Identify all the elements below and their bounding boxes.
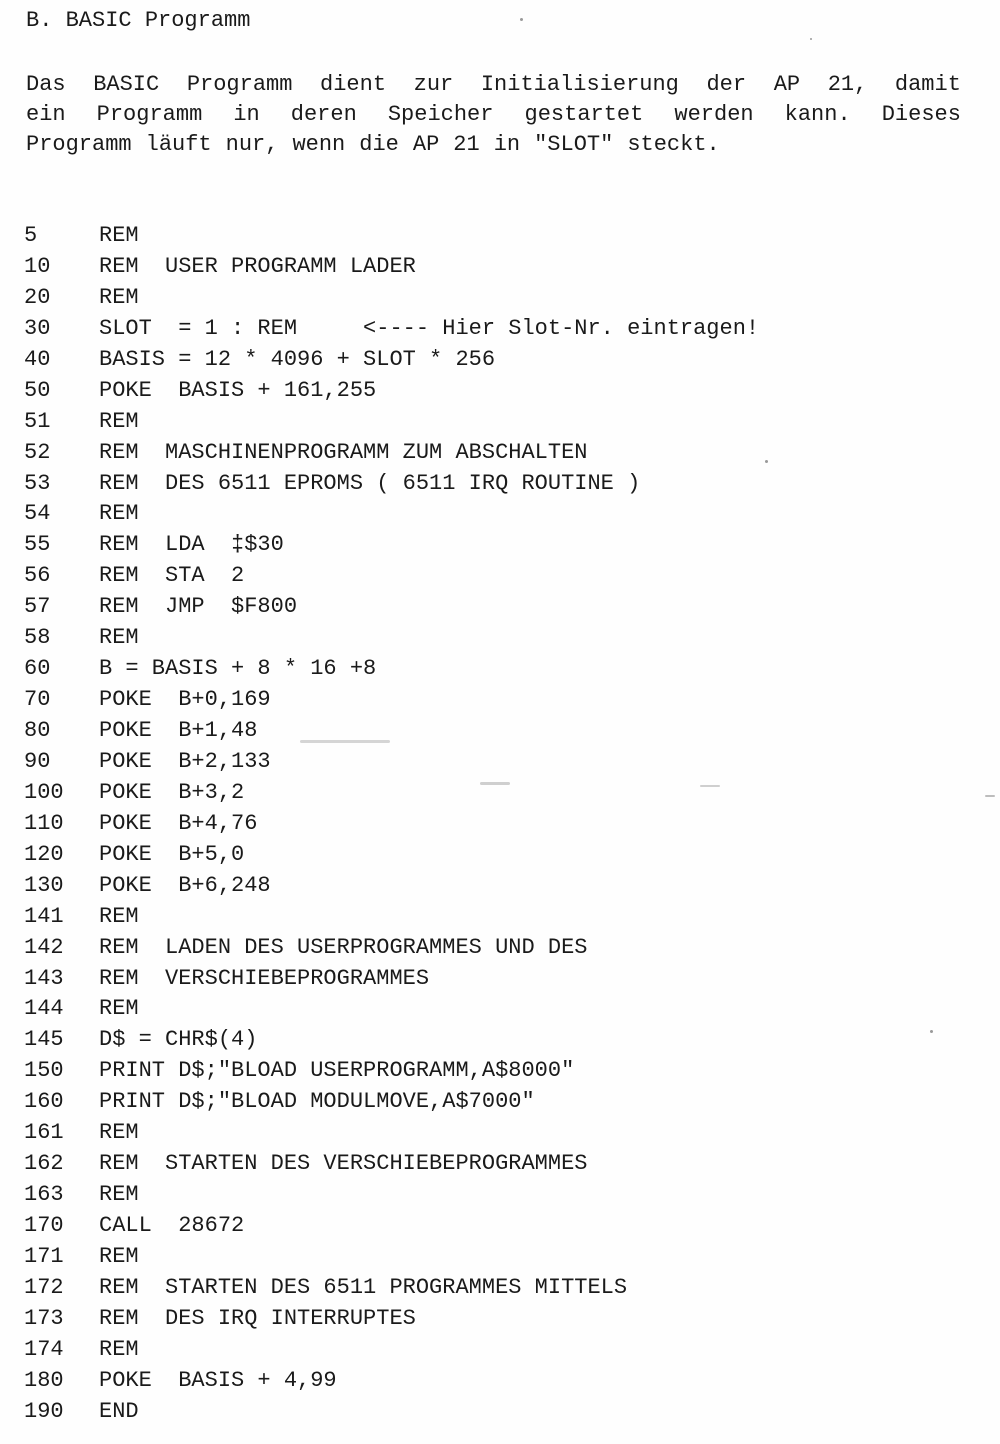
code-line <box>24 1335 759 1366</box>
code-line <box>24 1211 759 1242</box>
line-number: 70 <box>24 687 51 713</box>
line-number: 5 <box>24 223 38 248</box>
scan-speck <box>520 18 523 21</box>
line-code: REM <box>99 501 139 527</box>
code-line <box>24 1149 759 1180</box>
line-number: 170 <box>24 1213 64 1238</box>
line-code: POKE BASIS + 161,255 <box>99 377 377 403</box>
scan-speck <box>810 38 812 40</box>
line-number: 90 <box>24 748 51 774</box>
line-code: REM DES 6511 EPROMS ( 6511 IRQ ROUTINE ) <box>99 470 641 496</box>
code-line <box>24 994 759 1025</box>
line-number: 54 <box>24 501 51 527</box>
code-line <box>24 778 759 809</box>
basic-listing <box>24 221 759 1428</box>
line-number: 190 <box>24 1398 64 1424</box>
line-number: 163 <box>24 1182 64 1208</box>
line-number: 57 <box>24 594 51 620</box>
line-code: POKE B+1,48 <box>99 718 258 743</box>
line-number: 40 <box>24 346 51 372</box>
line-code: END <box>99 1398 139 1424</box>
line-code: REM VERSCHIEBEPROGRAMMES <box>99 965 430 991</box>
line-number: 53 <box>24 470 51 496</box>
line-code: REM LADEN DES USERPROGRAMMES UND DES <box>99 934 588 960</box>
line-number: 55 <box>24 532 51 558</box>
code-line <box>24 1180 759 1211</box>
line-code: REM <box>99 1182 139 1208</box>
code-line <box>24 438 759 469</box>
line-number: 160 <box>24 1089 64 1115</box>
line-code: PRINT D$;"BLOAD USERPROGRAMM,A$8000" <box>99 1058 575 1084</box>
line-number: 120 <box>24 841 64 867</box>
code-line <box>24 283 759 314</box>
line-number: 142 <box>24 934 64 960</box>
code-line <box>24 1242 759 1273</box>
line-code: POKE BASIS + 4,99 <box>99 1367 337 1393</box>
code-line <box>24 499 759 530</box>
line-code: B = BASIS + 8 * 16 +8 <box>99 656 377 682</box>
code-line <box>24 716 759 747</box>
line-code: REM <box>99 625 139 651</box>
code-line <box>24 685 759 716</box>
line-code: SLOT = 1 : REM <---- Hier Slot-Nr. eintragen! <box>99 315 760 341</box>
line-code: REM <box>99 996 139 1022</box>
code-line <box>24 840 759 871</box>
intro-line: Programm läuft nur, wenn die AP 21 in "SLOT" steckt. <box>26 132 720 157</box>
scan-speck <box>300 740 390 743</box>
code-line <box>24 871 759 902</box>
code-line <box>24 933 759 964</box>
line-code: REM JMP $F800 <box>99 594 298 620</box>
line-number: 60 <box>24 656 51 682</box>
code-line <box>24 1056 759 1087</box>
code-line <box>24 1087 759 1118</box>
code-line <box>24 561 759 592</box>
code-line <box>24 469 759 500</box>
line-code: REM DES IRQ INTERRUPTES <box>99 1305 416 1331</box>
scan-speck <box>985 795 995 797</box>
line-number: 172 <box>24 1274 64 1300</box>
line-number: 52 <box>24 439 51 465</box>
line-number: 162 <box>24 1151 64 1177</box>
line-code: REM MASCHINENPROGRAMM ZUM ABSCHALTEN <box>99 439 588 465</box>
code-line <box>24 623 759 654</box>
line-code: POKE B+0,169 <box>99 687 271 713</box>
line-number: 150 <box>24 1058 64 1084</box>
code-line <box>24 221 759 252</box>
line-number: 80 <box>24 718 51 743</box>
code-line <box>24 407 759 438</box>
scan-speck <box>700 785 720 787</box>
line-code: PRINT D$;"BLOAD MODULMOVE,A$7000" <box>99 1089 535 1115</box>
code-line <box>24 1025 759 1056</box>
line-number: 161 <box>24 1120 64 1146</box>
line-code: REM STARTEN DES VERSCHIEBEPROGRAMMES <box>99 1151 588 1177</box>
line-number: 144 <box>24 996 64 1022</box>
line-number: 10 <box>24 253 51 279</box>
line-number: 130 <box>24 872 64 898</box>
line-number: 50 <box>24 377 51 403</box>
line-number: 100 <box>24 779 64 805</box>
line-code: REM STARTEN DES 6511 PROGRAMMES MITTELS <box>99 1274 628 1300</box>
line-number: 51 <box>24 408 51 434</box>
code-line <box>24 1304 759 1335</box>
line-code: POKE B+6,248 <box>99 872 271 898</box>
line-number: 30 <box>24 315 51 341</box>
code-line <box>24 654 759 685</box>
line-code: REM <box>99 284 139 310</box>
code-line <box>24 1366 759 1397</box>
line-number: 20 <box>24 284 51 310</box>
intro-paragraph <box>26 70 961 160</box>
line-code: REM <box>99 1243 139 1269</box>
line-code: REM LDA ‡$30 <box>99 532 284 558</box>
scan-speck <box>930 1030 933 1033</box>
code-line <box>24 592 759 623</box>
scan-speck <box>480 782 510 785</box>
code-line <box>24 902 759 933</box>
code-line <box>24 376 759 407</box>
line-number: 174 <box>24 1336 64 1362</box>
code-line <box>24 747 759 778</box>
intro-line: Das BASIC Programm dient zur Initialisierung der AP 21, damit <box>26 72 961 97</box>
line-code: POKE B+4,76 <box>99 810 258 836</box>
line-code: REM <box>99 903 139 929</box>
code-line <box>24 345 759 376</box>
line-code: BASIS = 12 * 4096 + SLOT * 256 <box>99 346 496 372</box>
line-code: REM <box>99 408 139 434</box>
line-number: 143 <box>24 965 64 991</box>
line-code: REM USER PROGRAMM LADER <box>99 253 416 279</box>
line-number: 58 <box>24 625 51 651</box>
code-line <box>24 809 759 840</box>
line-number: 141 <box>24 903 64 929</box>
intro-line: ein Programm in deren Speicher gestartet werden kann. Dieses <box>26 102 961 127</box>
line-code: POKE B+3,2 <box>99 779 245 805</box>
line-code: REM STA 2 <box>99 563 245 589</box>
line-number: 171 <box>24 1243 64 1269</box>
code-line <box>24 530 759 561</box>
line-code: REM <box>99 1120 139 1146</box>
code-line <box>24 1273 759 1304</box>
code-line <box>24 252 759 283</box>
code-line <box>24 314 759 345</box>
scan-speck <box>765 460 768 463</box>
line-code: REM <box>99 1336 139 1362</box>
line-code: CALL 28672 <box>99 1213 245 1238</box>
line-number: 145 <box>24 1027 64 1053</box>
line-number: 180 <box>24 1367 64 1393</box>
line-code: POKE B+2,133 <box>99 748 271 774</box>
code-line <box>24 964 759 995</box>
line-number: 110 <box>24 810 64 836</box>
line-code: D$ = CHR$(4) <box>99 1027 258 1053</box>
section-heading: B. BASIC Programm <box>26 8 251 33</box>
code-line <box>24 1397 759 1428</box>
line-code: REM <box>99 223 139 248</box>
line-number: 56 <box>24 563 51 589</box>
line-code: POKE B+5,0 <box>99 841 245 867</box>
code-line <box>24 1118 759 1149</box>
line-number: 173 <box>24 1305 64 1331</box>
